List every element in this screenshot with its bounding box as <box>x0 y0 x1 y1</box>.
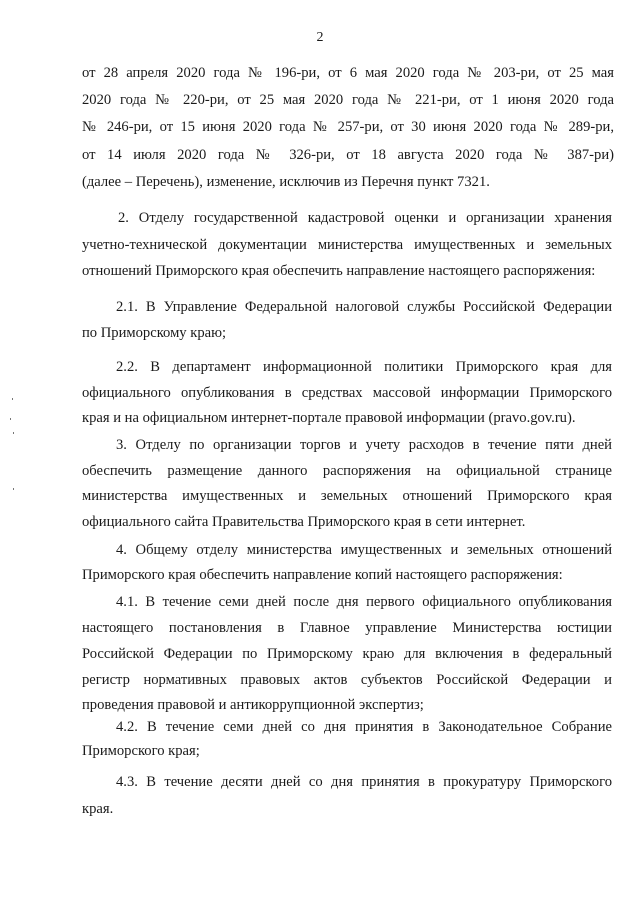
text-line: учетно-технической документации министерства имущественных и земельных <box>82 237 612 253</box>
text-line: 2.2. В департамент информационной политики Приморского края для <box>116 359 612 375</box>
scan-speck <box>12 398 13 400</box>
text-line: официального опубликования в средствах массовой информации Приморского <box>82 385 612 401</box>
text-line: края. <box>82 801 114 817</box>
text-line: 3. Отделу по организации торгов и учету расходов в течение пяти дней <box>116 437 612 453</box>
text-line: проведения правовой и антикоррупционной экспертиз; <box>82 697 424 713</box>
text-line: обеспечить размещение данного распоряжения на официальной странице <box>82 463 612 479</box>
text-line: министерства имущественных и земельных отношений Приморского края <box>82 488 612 504</box>
text-line: отношений Приморского края обеспечить направление настоящего распоряжения: <box>82 263 596 279</box>
page-number: 2 <box>316 30 324 45</box>
text-line: 4.2. В течение семи дней со дня принятия в Законодательное Собрание <box>116 719 612 735</box>
text-line: 4.1. В течение семи дней после дня первого официального опубликования <box>116 594 612 610</box>
text-line: 2. Отделу государственной кадастровой оценки и организации хранения <box>118 210 612 226</box>
text-line: от 14 июля 2020 года № 326-ри, от 18 августа 2020 года № 387-ри) <box>82 147 614 163</box>
text-line: официального сайта Правительства Приморского края в сети интернет. <box>82 514 526 530</box>
text-line: по Приморскому краю; <box>82 325 227 341</box>
text-line: от 28 апреля 2020 года № 196-ри, от 6 мая 2020 года № 203-ри, от 25 мая <box>82 65 614 81</box>
text-line: № 246-ри, от 15 июня 2020 года № 257-ри, от 30 июня 2020 года № 289-ри, <box>82 119 614 135</box>
scan-speck <box>13 488 14 490</box>
text-line: регистр нормативных правовых актов субъектов Российской Федерации и <box>82 672 612 688</box>
text-line: (далее – Перечень), изменение, исключив из Перечня пункт 7321. <box>82 174 490 190</box>
text-line: 4.3. В течение десяти дней со дня принятия в прокуратуру Приморского <box>116 774 612 790</box>
text-line: края и на официальном интернет-портале правовой информации (pravo.gov.ru). <box>82 410 576 426</box>
text-line: 2.1. В Управление Федеральной налоговой службы Российской Федерации <box>116 299 612 315</box>
scan-speck <box>10 418 11 420</box>
text-line: 2020 года № 220-ри, от 25 мая 2020 года № 221-ри, от 1 июня 2020 года <box>82 92 614 108</box>
text-line: Приморского края; <box>82 743 200 759</box>
text-line: настоящего постановления в Главное управление Министерства юстиции <box>82 620 612 636</box>
scan-speck <box>13 432 14 434</box>
text-line: Российской Федерации по Приморскому краю для включения в федеральный <box>82 646 612 662</box>
text-line: Приморского края обеспечить направление копий настоящего распоряжения: <box>82 567 563 583</box>
text-line: 4. Общему отделу министерства имущественных и земельных отношений <box>116 542 612 558</box>
